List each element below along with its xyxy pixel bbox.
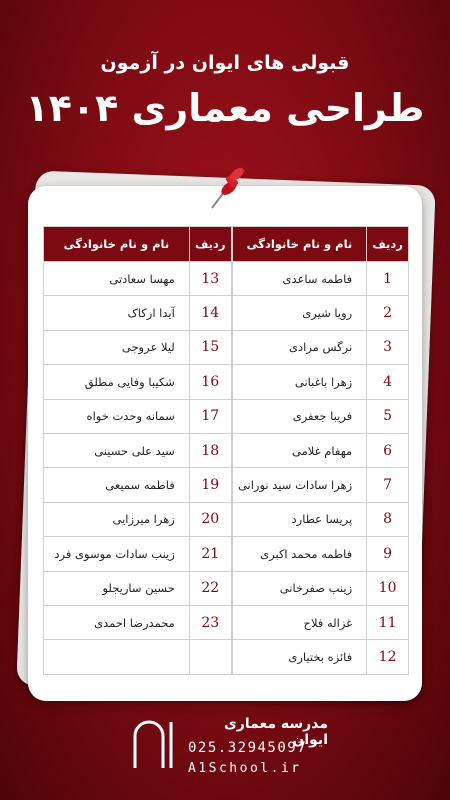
col-name-header: نام و نام خانوادگی xyxy=(232,227,367,262)
row-number: 12 xyxy=(367,640,409,674)
table-row xyxy=(44,640,232,674)
table-row xyxy=(44,571,232,605)
push-pin-icon xyxy=(204,166,246,214)
row-number: 13 xyxy=(189,262,231,296)
row-name: زینب سادات موسوی فرد xyxy=(44,537,190,571)
table-row xyxy=(44,433,232,467)
row-number: 16 xyxy=(189,365,231,399)
table-row xyxy=(44,262,232,296)
row-name: غزاله فلاح xyxy=(232,605,367,639)
row-number: 21 xyxy=(189,537,231,571)
results-table-left xyxy=(43,226,232,675)
row-name: مهسا سعادتی xyxy=(44,262,190,296)
table-row xyxy=(44,468,232,502)
results-tables xyxy=(43,226,409,675)
col-name-header: نام و نام خانوادگی xyxy=(44,227,190,262)
table-row xyxy=(232,262,408,296)
row-number: 8 xyxy=(367,502,409,536)
school-name: مدرسه معماری ایوان xyxy=(223,716,328,748)
col-num-header: ردیف xyxy=(367,227,409,262)
table-row xyxy=(232,502,408,536)
website-link[interactable]: A1School.ir xyxy=(188,761,302,776)
table-row xyxy=(232,537,408,571)
row-name: حسین ساریجلو xyxy=(44,571,190,605)
row-number xyxy=(189,640,231,674)
table-row xyxy=(232,433,408,467)
table-row xyxy=(232,640,408,674)
row-name xyxy=(44,640,190,674)
row-name: محمدرضا احمدی xyxy=(44,605,190,639)
row-number: 23 xyxy=(189,605,231,639)
table-row xyxy=(232,330,408,364)
row-name: سید علی حسینی xyxy=(44,433,190,467)
table-row xyxy=(44,330,232,364)
table-row xyxy=(232,571,408,605)
row-number: 22 xyxy=(189,571,231,605)
table-row xyxy=(232,399,408,433)
row-number: 15 xyxy=(189,330,231,364)
row-name: فائزه بختیاری xyxy=(232,640,367,674)
row-number: 14 xyxy=(189,296,231,330)
results-table-right xyxy=(232,226,409,675)
row-name: فاطمه ساعدی xyxy=(232,262,367,296)
row-name: فریبا جعفری xyxy=(232,399,367,433)
header-title: قبولی های ایوان در آزمون xyxy=(100,52,350,74)
table-row xyxy=(232,605,408,639)
row-name: فاطمه سمیعی xyxy=(44,468,190,502)
row-number: 10 xyxy=(367,571,409,605)
row-number: 18 xyxy=(189,433,231,467)
row-name: پریسا عطارد xyxy=(232,502,367,536)
results-card xyxy=(28,186,422,701)
table-row xyxy=(44,365,232,399)
row-number: 2 xyxy=(367,296,409,330)
row-name: نرگس مرادی xyxy=(232,330,367,364)
row-number: 17 xyxy=(189,399,231,433)
table-row xyxy=(44,399,232,433)
school-logo-icon xyxy=(132,718,174,770)
col-num-header: ردیف xyxy=(189,227,231,262)
row-name: زهرا باغبانی xyxy=(232,365,367,399)
row-name: زینب صفرخانی xyxy=(232,571,367,605)
table-row xyxy=(44,605,232,639)
row-number: 11 xyxy=(367,605,409,639)
row-name: رویا شیری xyxy=(232,296,367,330)
row-number: 7 xyxy=(367,468,409,502)
row-number: 1 xyxy=(367,262,409,296)
row-name: زهرا سادات سید نورانی xyxy=(232,468,367,502)
table-row xyxy=(232,365,408,399)
header-subtitle: طراحی معماری ۱۴۰۴ xyxy=(25,86,425,130)
row-number: 5 xyxy=(367,399,409,433)
table-row xyxy=(44,296,232,330)
table-row xyxy=(232,296,408,330)
table-row xyxy=(44,537,232,571)
row-name: زهرا میرزایی xyxy=(44,502,190,536)
row-number: 19 xyxy=(189,468,231,502)
row-name: سمانه وحدت خواه xyxy=(44,399,190,433)
row-name: مهفام غلامی xyxy=(232,433,367,467)
table-row xyxy=(232,468,408,502)
row-number: 3 xyxy=(367,330,409,364)
row-number: 6 xyxy=(367,433,409,467)
row-name: لیلا عروجی xyxy=(44,330,190,364)
table-row xyxy=(44,502,232,536)
row-number: 4 xyxy=(367,365,409,399)
row-name: فاطمه محمد اکبری xyxy=(232,537,367,571)
phone-number: 025.32945097 xyxy=(188,740,308,756)
row-name: آیدا ارکاک xyxy=(44,296,190,330)
row-number: 20 xyxy=(189,502,231,536)
row-name: شکیبا وفایی مطلق xyxy=(44,365,190,399)
row-number: 9 xyxy=(367,537,409,571)
